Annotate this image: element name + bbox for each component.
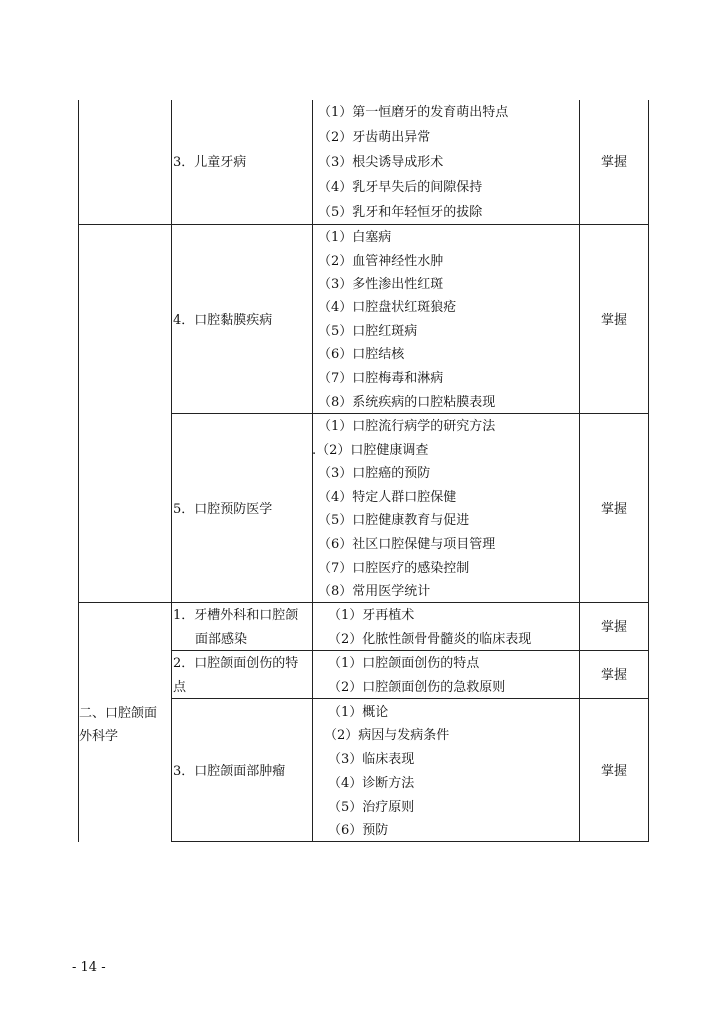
item-line: （2）牙齿萌出异常: [318, 130, 431, 145]
item-line: （4）特定人群口腔保健: [318, 490, 457, 505]
table-border-right: [648, 100, 649, 842]
item-line: （7）口腔医疗的感染控制: [318, 561, 470, 576]
item-line: （6）社区口腔保健与项目管理: [318, 537, 496, 552]
topic-label-line: 2．口腔颌面创伤的特: [173, 656, 299, 671]
item-line: （5）乳牙和年轻恒牙的拔除: [318, 205, 483, 220]
item-line: （5）治疗原则: [328, 800, 415, 815]
item-line: （2）血管神经性水肿: [318, 254, 444, 269]
topic-label: 4．口腔黏膜疾病: [173, 313, 273, 328]
row-divider: [171, 698, 649, 699]
column-divider-2: [312, 100, 313, 842]
row-divider: [78, 602, 649, 603]
mastery-level: 掌握: [600, 502, 627, 517]
topic-label: 5．口腔预防医学: [173, 502, 273, 517]
item-line: （4）诊断方法: [328, 776, 415, 791]
item-line: .（2）口腔健康调查: [312, 443, 429, 458]
topic-label-line: 1．牙槽外科和口腔颌: [173, 608, 299, 623]
item-line: （1）概论: [328, 705, 389, 720]
item-line: （1）第一恒磨牙的发育萌出特点: [318, 105, 509, 120]
topic-label: 3．儿童牙病: [173, 155, 247, 170]
topic-label: 3．口腔颌面部肿瘤: [173, 764, 286, 779]
item-line: （3）口腔癌的预防: [318, 466, 431, 481]
item-line: （5）口腔健康教育与促进: [318, 513, 470, 528]
mastery-level: 掌握: [600, 668, 627, 683]
page-number: - 14 -: [72, 960, 106, 975]
column-divider-3: [579, 100, 580, 842]
row-divider: [171, 413, 649, 414]
item-line: （6）口腔结核: [318, 347, 405, 362]
item-line: （2）口腔颌面创伤的急救原则: [328, 680, 506, 695]
section-label-line: 二、口腔颌面: [79, 706, 158, 721]
row-divider: [171, 650, 649, 651]
item-line: （4）乳牙早失后的间隙保持: [318, 180, 483, 195]
item-line: （6）预防: [328, 823, 389, 838]
item-line: （3）多性渗出性红斑: [318, 277, 444, 292]
section-label-line: 外科学: [79, 729, 119, 744]
table-border-bottom: [171, 841, 649, 842]
item-line: （7）口腔梅毒和淋病: [318, 371, 444, 386]
item-line: （3）根尖诱导成形术: [318, 155, 444, 170]
topic-label-line: 面部感染: [195, 632, 248, 647]
item-line: （8）常用医学统计: [318, 584, 431, 599]
row-divider: [78, 224, 649, 225]
item-line: （1）口腔流行病学的研究方法: [318, 419, 496, 434]
item-line: （1）白塞病: [318, 230, 392, 245]
item-line: （3）临床表现: [328, 752, 415, 767]
topic-label-line: 点: [173, 680, 187, 695]
column-divider-1: [171, 100, 172, 842]
item-line: （2）病因与发病条件: [324, 728, 450, 743]
item-line: （2）化脓性颌骨骨髓炎的临床表现: [328, 632, 532, 647]
item-line: （8）系统疾病的口腔粘膜表现: [318, 395, 496, 410]
mastery-level: 掌握: [600, 620, 627, 635]
item-line: （1）牙再植术: [328, 608, 415, 623]
item-line: （5）口腔红斑病: [318, 324, 418, 339]
mastery-level: 掌握: [600, 313, 627, 328]
item-line: （1）口腔颌面创伤的特点: [328, 656, 480, 671]
mastery-level: 掌握: [600, 764, 627, 779]
item-line: （4）口腔盘状红斑狼疮: [318, 300, 457, 315]
mastery-level: 掌握: [600, 155, 627, 170]
